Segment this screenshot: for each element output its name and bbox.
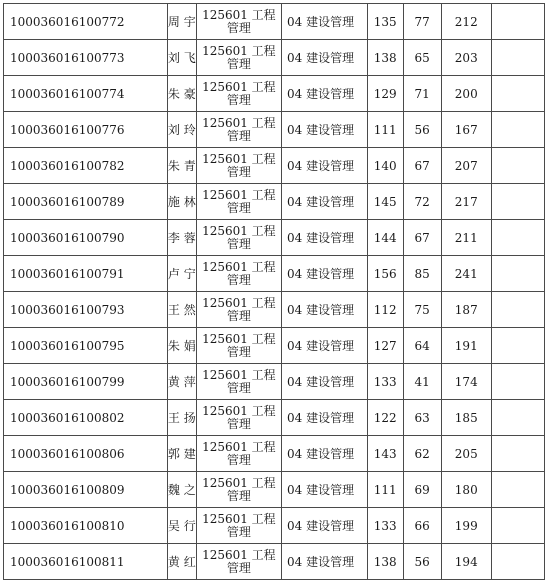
total-score-cell: 199 <box>441 508 491 544</box>
table-row <box>4 220 545 256</box>
exam-id-cell: 100036016100809 <box>4 472 168 508</box>
score-2-cell: 67 <box>403 148 441 184</box>
major-code: 125601 工程 <box>202 511 276 526</box>
major-cell <box>196 4 281 40</box>
extra-cell <box>491 148 544 184</box>
extra-cell <box>491 508 544 544</box>
score-1-cell: 144 <box>367 220 403 256</box>
table-row <box>4 292 545 328</box>
score-table <box>3 3 545 580</box>
extra-cell <box>491 292 544 328</box>
candidate-name-cell: 周 宇 <box>167 4 196 40</box>
exam-id-cell: 100036016100772 <box>4 4 168 40</box>
major-code: 125601 工程 <box>202 223 276 238</box>
candidate-name-cell: 朱 青 <box>167 148 196 184</box>
major-cell <box>196 292 281 328</box>
candidate-name-cell: 刘 玲 <box>167 112 196 148</box>
total-score-cell: 180 <box>441 472 491 508</box>
major-name: 管理 <box>226 56 251 71</box>
department-cell: 04 建设管理 <box>282 256 368 292</box>
table-row <box>4 544 545 580</box>
major-code: 125601 工程 <box>202 403 276 418</box>
candidate-name-cell: 卢 宁 <box>167 256 196 292</box>
major-cell <box>196 184 281 220</box>
department-cell: 04 建设管理 <box>282 544 368 580</box>
candidate-name-cell: 王 然 <box>167 292 196 328</box>
total-score-cell: 187 <box>441 292 491 328</box>
major-name: 管理 <box>226 164 251 179</box>
table-row <box>4 112 545 148</box>
major-code: 125601 工程 <box>202 475 276 490</box>
table-row <box>4 400 545 436</box>
total-score-cell: 207 <box>441 148 491 184</box>
score-2-cell: 66 <box>403 508 441 544</box>
exam-id-cell: 100036016100773 <box>4 40 168 76</box>
table-row <box>4 436 545 472</box>
table-row <box>4 76 545 112</box>
extra-cell <box>491 400 544 436</box>
department-cell: 04 建设管理 <box>282 328 368 364</box>
exam-id-cell: 100036016100811 <box>4 544 168 580</box>
candidate-name-cell: 王 扬 <box>167 400 196 436</box>
extra-cell <box>491 328 544 364</box>
candidate-name-cell: 黄 红 <box>167 544 196 580</box>
score-1-cell: 122 <box>367 400 403 436</box>
total-score-cell: 194 <box>441 544 491 580</box>
score-2-cell: 69 <box>403 472 441 508</box>
major-name: 管理 <box>226 380 251 395</box>
candidate-name-cell: 黄 萍 <box>167 364 196 400</box>
department-cell: 04 建设管理 <box>282 436 368 472</box>
table-row <box>4 472 545 508</box>
major-name: 管理 <box>226 20 251 35</box>
major-code: 125601 工程 <box>202 151 276 166</box>
score-2-cell: 85 <box>403 256 441 292</box>
department-cell: 04 建设管理 <box>282 76 368 112</box>
exam-id-cell: 100036016100806 <box>4 436 168 472</box>
exam-id-cell: 100036016100790 <box>4 220 168 256</box>
major-cell <box>196 436 281 472</box>
score-1-cell: 127 <box>367 328 403 364</box>
score-2-cell: 71 <box>403 76 441 112</box>
department-cell: 04 建设管理 <box>282 184 368 220</box>
score-2-cell: 77 <box>403 4 441 40</box>
exam-id-cell: 100036016100774 <box>4 76 168 112</box>
major-name: 管理 <box>226 488 251 503</box>
major-name: 管理 <box>226 452 251 467</box>
score-1-cell: 112 <box>367 292 403 328</box>
score-1-cell: 143 <box>367 436 403 472</box>
exam-id-cell: 100036016100795 <box>4 328 168 364</box>
extra-cell <box>491 184 544 220</box>
score-2-cell: 65 <box>403 40 441 76</box>
score-1-cell: 111 <box>367 472 403 508</box>
major-cell <box>196 400 281 436</box>
score-1-cell: 138 <box>367 40 403 76</box>
department-cell: 04 建设管理 <box>282 400 368 436</box>
major-code: 125601 工程 <box>202 331 276 346</box>
score-1-cell: 138 <box>367 544 403 580</box>
department-cell: 04 建设管理 <box>282 472 368 508</box>
score-1-cell: 129 <box>367 76 403 112</box>
major-cell <box>196 76 281 112</box>
major-code: 125601 工程 <box>202 43 276 58</box>
score-1-cell: 145 <box>367 184 403 220</box>
score-2-cell: 75 <box>403 292 441 328</box>
candidate-name-cell: 施 林 <box>167 184 196 220</box>
score-1-cell: 111 <box>367 112 403 148</box>
extra-cell <box>491 112 544 148</box>
exam-id-cell: 100036016100791 <box>4 256 168 292</box>
candidate-name-cell: 李 蓉 <box>167 220 196 256</box>
major-code: 125601 工程 <box>202 79 276 94</box>
score-1-cell: 133 <box>367 508 403 544</box>
major-cell <box>196 472 281 508</box>
exam-id-cell: 100036016100799 <box>4 364 168 400</box>
major-name: 管理 <box>226 272 251 287</box>
major-cell <box>196 508 281 544</box>
major-name: 管理 <box>226 560 251 575</box>
extra-cell <box>491 436 544 472</box>
department-cell: 04 建设管理 <box>282 364 368 400</box>
major-name: 管理 <box>226 200 251 215</box>
major-cell <box>196 112 281 148</box>
major-name: 管理 <box>226 416 251 431</box>
total-score-cell: 205 <box>441 436 491 472</box>
major-code: 125601 工程 <box>202 295 276 310</box>
candidate-name-cell: 魏 之 <box>167 472 196 508</box>
total-score-cell: 174 <box>441 364 491 400</box>
score-2-cell: 72 <box>403 184 441 220</box>
extra-cell <box>491 76 544 112</box>
extra-cell <box>491 364 544 400</box>
department-cell: 04 建设管理 <box>282 220 368 256</box>
major-name: 管理 <box>226 524 251 539</box>
candidate-name-cell: 朱 豪 <box>167 76 196 112</box>
major-cell <box>196 40 281 76</box>
major-cell <box>196 220 281 256</box>
total-score-cell: 203 <box>441 40 491 76</box>
score-2-cell: 56 <box>403 544 441 580</box>
department-cell: 04 建设管理 <box>282 4 368 40</box>
exam-id-cell: 100036016100793 <box>4 292 168 328</box>
major-code: 125601 工程 <box>202 115 276 130</box>
major-cell <box>196 544 281 580</box>
total-score-cell: 200 <box>441 76 491 112</box>
major-code: 125601 工程 <box>202 259 276 274</box>
score-2-cell: 67 <box>403 220 441 256</box>
major-name: 管理 <box>226 128 251 143</box>
major-name: 管理 <box>226 92 251 107</box>
score-2-cell: 64 <box>403 328 441 364</box>
score-2-cell: 63 <box>403 400 441 436</box>
score-2-cell: 56 <box>403 112 441 148</box>
score-1-cell: 135 <box>367 4 403 40</box>
extra-cell <box>491 256 544 292</box>
major-name: 管理 <box>226 308 251 323</box>
department-cell: 04 建设管理 <box>282 40 368 76</box>
score-2-cell: 41 <box>403 364 441 400</box>
major-name: 管理 <box>226 236 251 251</box>
extra-cell <box>491 4 544 40</box>
candidate-name-cell: 刘 飞 <box>167 40 196 76</box>
table-row <box>4 148 545 184</box>
score-2-cell: 62 <box>403 436 441 472</box>
score-1-cell: 156 <box>367 256 403 292</box>
score-1-cell: 140 <box>367 148 403 184</box>
table-row <box>4 40 545 76</box>
major-cell <box>196 364 281 400</box>
total-score-cell: 185 <box>441 400 491 436</box>
exam-id-cell: 100036016100802 <box>4 400 168 436</box>
table-row <box>4 256 545 292</box>
exam-id-cell: 100036016100782 <box>4 148 168 184</box>
candidate-name-cell: 吴 行 <box>167 508 196 544</box>
extra-cell <box>491 472 544 508</box>
exam-id-cell: 100036016100810 <box>4 508 168 544</box>
major-name: 管理 <box>226 344 251 359</box>
major-code: 125601 工程 <box>202 367 276 382</box>
extra-cell <box>491 220 544 256</box>
extra-cell <box>491 544 544 580</box>
extra-cell <box>491 40 544 76</box>
major-cell <box>196 148 281 184</box>
total-score-cell: 167 <box>441 112 491 148</box>
candidate-name-cell: 郭 建 <box>167 436 196 472</box>
total-score-cell: 191 <box>441 328 491 364</box>
major-code: 125601 工程 <box>202 547 276 562</box>
major-code: 125601 工程 <box>202 187 276 202</box>
total-score-cell: 212 <box>441 4 491 40</box>
major-code: 125601 工程 <box>202 7 276 22</box>
department-cell: 04 建设管理 <box>282 508 368 544</box>
table-body <box>4 4 545 580</box>
major-cell <box>196 328 281 364</box>
total-score-cell: 211 <box>441 220 491 256</box>
total-score-cell: 217 <box>441 184 491 220</box>
department-cell: 04 建设管理 <box>282 112 368 148</box>
candidate-name-cell: 朱 娟 <box>167 328 196 364</box>
exam-id-cell: 100036016100776 <box>4 112 168 148</box>
department-cell: 04 建设管理 <box>282 148 368 184</box>
table-row <box>4 184 545 220</box>
score-1-cell: 133 <box>367 364 403 400</box>
major-cell <box>196 256 281 292</box>
table-row <box>4 4 545 40</box>
major-code: 125601 工程 <box>202 439 276 454</box>
table-row <box>4 508 545 544</box>
table-row <box>4 364 545 400</box>
department-cell: 04 建设管理 <box>282 292 368 328</box>
table-row <box>4 328 545 364</box>
exam-id-cell: 100036016100789 <box>4 184 168 220</box>
total-score-cell: 241 <box>441 256 491 292</box>
